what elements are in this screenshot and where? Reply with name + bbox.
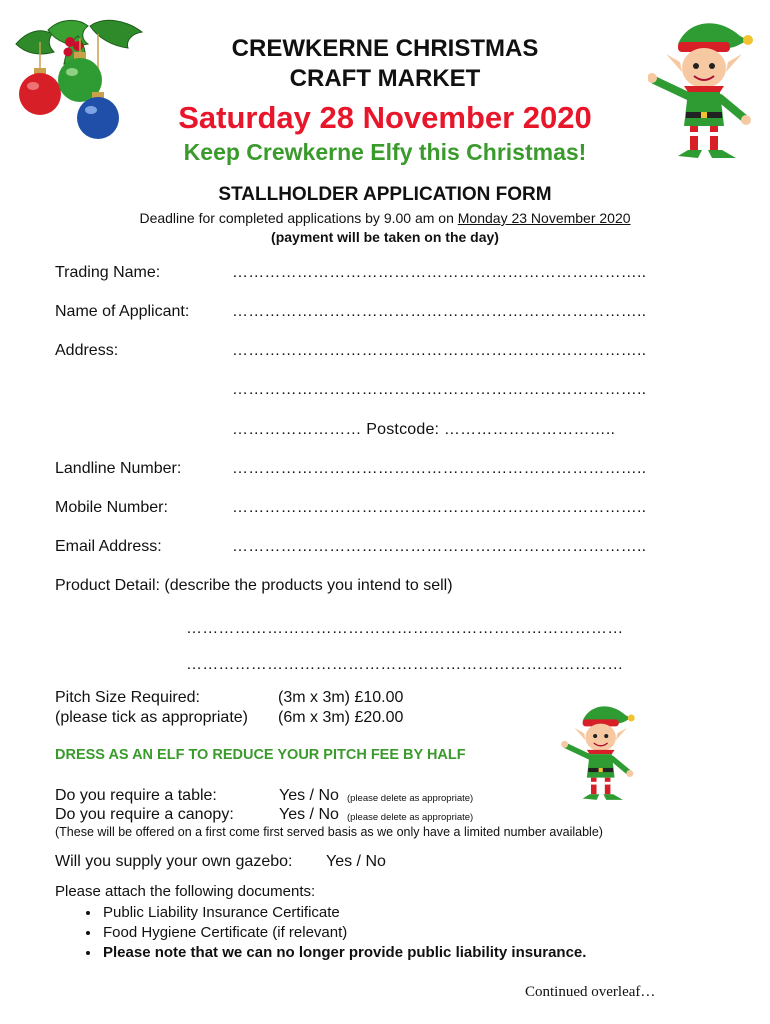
trading-name-field[interactable]: ………………………………………………………………….. [232, 264, 647, 281]
event-title-line1: CREWKERNE CHRISTMAS [231, 35, 539, 62]
landline-label: Landline Number: [55, 460, 182, 477]
product-detail-field-line2[interactable]: ……………………………………………………………………… [186, 656, 624, 673]
canopy-answer[interactable]: Yes / No [279, 806, 339, 823]
documents-intro: Please attach the following documents: [55, 883, 316, 900]
address-line3-dots: …………………… [232, 421, 367, 438]
email-label: Email Address: [55, 538, 162, 555]
gazebo-question: Will you supply your own gazebo: [55, 853, 293, 870]
table-answer[interactable]: Yes / No [279, 787, 339, 804]
list-item: • Food Hygiene Certificate (if relevant) [101, 923, 741, 943]
product-detail-field-line1[interactable]: ……………………………………………………………………… [186, 620, 624, 637]
documents-list [55, 903, 741, 963]
address-field-line3[interactable] [232, 421, 615, 439]
address-field-line2[interactable]: ………………………………………………………………….. [232, 381, 647, 398]
pitch-size-label: Pitch Size Required: [55, 689, 200, 706]
event-tagline: Keep Crewkerne Elfy this Christmas! [183, 139, 587, 165]
address-label: Address: [55, 342, 119, 359]
postcode-label: Postcode: [366, 421, 440, 438]
applicant-name-label: Name of Applicant: [55, 303, 190, 320]
list-item: • Please note that we can no longer provide public liability insurance. [101, 943, 741, 963]
event-title-line2: CRAFT MARKET [289, 65, 481, 92]
landline-field[interactable]: ………………………………………………………………….. [232, 460, 647, 477]
deadline-line [0, 210, 770, 226]
pitch-option-6x3[interactable]: (6m x 3m) £20.00 [278, 709, 404, 726]
availability-note: (These will be offered on a first come first served basis as we only have a limited number available) [55, 825, 603, 839]
form-title: STALLHOLDER APPLICATION FORM [218, 184, 552, 205]
pitch-option-3x3[interactable]: (3m x 3m) £10.00 [278, 689, 404, 706]
canopy-question: Do you require a canopy: [55, 806, 234, 823]
canopy-delete-note: (please delete as appropriate) [347, 812, 474, 823]
mobile-field[interactable]: ………………………………………………………………….. [232, 499, 647, 516]
trading-name-label: Trading Name: [55, 264, 161, 281]
mobile-label: Mobile Number: [55, 499, 168, 516]
address-field-line1[interactable]: ………………………………………………………………….. [232, 342, 647, 359]
list-item: • Public Liability Insurance Certificate [101, 903, 741, 923]
gazebo-answer[interactable]: Yes / No [326, 853, 386, 870]
elf-discount-offer: DRESS AS AN ELF TO REDUCE YOUR PITCH FEE BY HALF [55, 747, 466, 763]
deadline-date: Monday 23 November 2020 [457, 210, 631, 226]
elf-icon [555, 700, 645, 804]
table-question: Do you require a table: [55, 787, 217, 804]
applicant-name-field[interactable]: ………………………………………………………………….. [232, 303, 647, 320]
event-date: Saturday 28 November 2020 [178, 100, 592, 135]
pitch-size-sublabel: (please tick as appropriate) [55, 709, 248, 726]
continued-overleaf: Continued overleaf… [525, 984, 656, 1000]
postcode-field[interactable]: ………………………….. [439, 421, 616, 438]
deadline-prefix: Deadline for completed applications by 9.00 am on [139, 210, 458, 226]
email-field[interactable]: ………………………………………………………………….. [232, 538, 647, 555]
product-detail-label: Product Detail: (describe the products you intend to sell) [55, 577, 453, 594]
payment-note: (payment will be taken on the day) [271, 229, 499, 245]
table-delete-note: (please delete as appropriate) [347, 793, 474, 804]
